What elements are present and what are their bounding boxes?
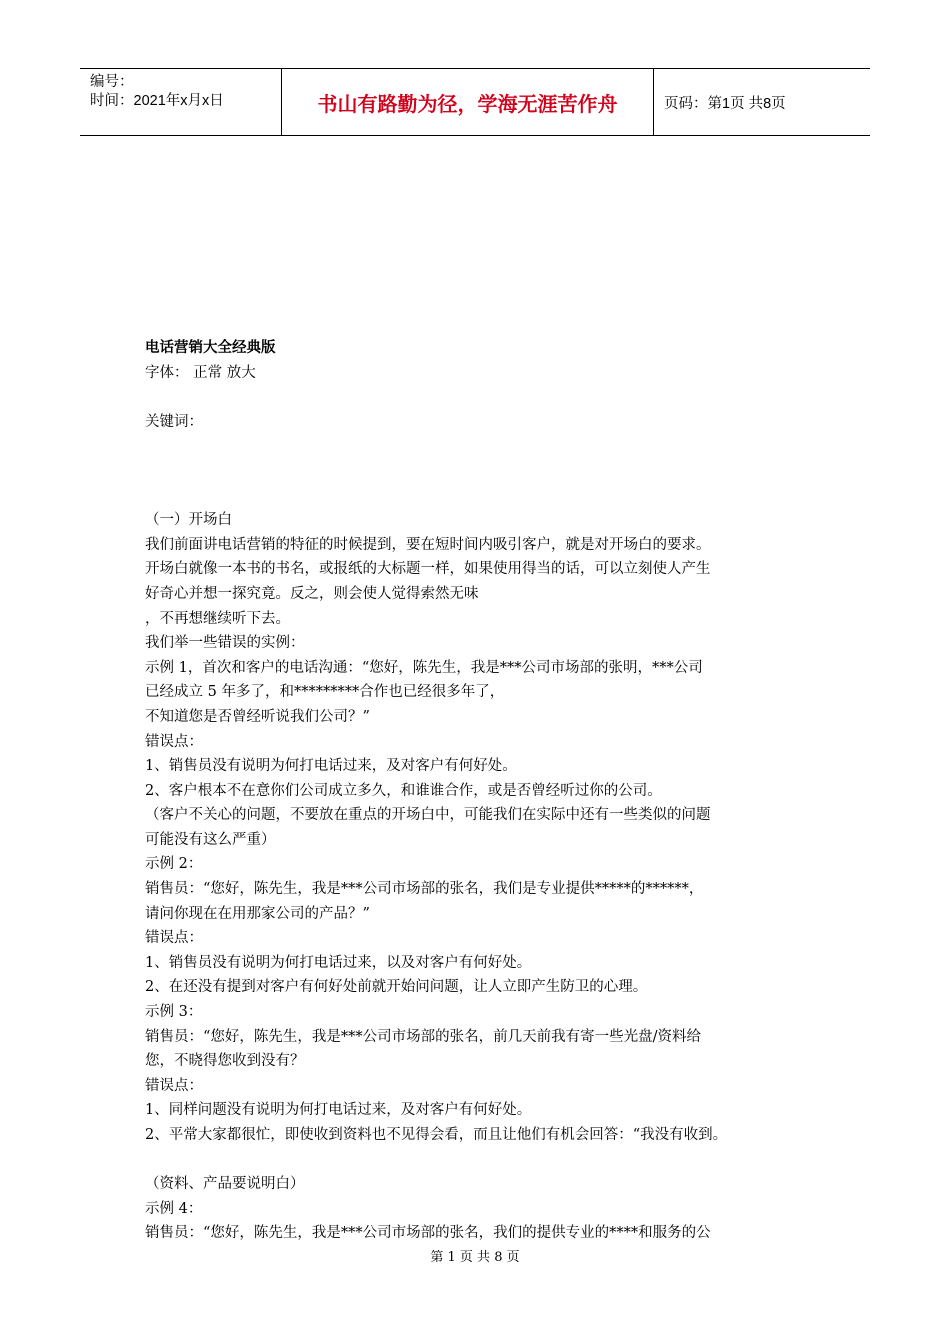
body-line: 我们举一些错误的实例： bbox=[145, 635, 305, 652]
body-line: 错误点： bbox=[145, 1077, 203, 1094]
body-line: 2、在还没有提到对客户有何好处前就开始问问题，让人立即产生防卫的心理。 bbox=[145, 979, 648, 996]
body-line: 示例 4： bbox=[145, 1200, 203, 1217]
body-line: 已经成立 5 年多了，和*********合作也已经很多年了， bbox=[145, 684, 505, 701]
body-line: ，不再想继续听下去。 bbox=[145, 610, 290, 627]
body-line: 2、平常大家都很忙，即使收到资料也不见得会看，而且让他们有机会回答：“我没有收到。 bbox=[145, 1127, 728, 1143]
blank-line bbox=[145, 385, 825, 410]
number-label: 编号： bbox=[90, 74, 134, 90]
body-line: 销售员：“您好，陈先生，我是***公司市场部的张名，我们是专业提供*****的******， bbox=[145, 881, 704, 898]
body-line: 示例 3： bbox=[145, 1004, 203, 1021]
body-line: 错误点： bbox=[145, 930, 203, 947]
body-line: 2、客户根本不在意你们公司成立多久，和谁谁合作，或是否曾经听过你的公司。 bbox=[145, 782, 662, 799]
body-line: 请问你现在在用那家公司的产品？” bbox=[145, 905, 370, 922]
body-line: 好奇心并想一探究竟。反之，则会使人觉得索然无味 bbox=[145, 585, 479, 602]
body-line: 1、销售员没有说明为何打电话过来，以及对客户有何好处。 bbox=[145, 954, 532, 971]
body-line: （一）开场白 bbox=[145, 512, 232, 529]
keywords-label: 关键词： bbox=[145, 413, 203, 430]
header-motto: 书山有路勤为径，学海无涯苦作舟 bbox=[282, 69, 654, 135]
body-line: 销售员：“您好，陈先生，我是***公司市场部的张名，我们的提供专业的****和服务的公 bbox=[145, 1225, 711, 1242]
body-line: 1、同样问题没有说明为何打电话过来，及对客户有何好处。 bbox=[145, 1102, 532, 1119]
body-line: 开场白就像一本书的书名，或报纸的大标题一样，如果使用得当的话，可以立刻使人产生 bbox=[145, 561, 711, 578]
body-line: （客户不关心的问题，不要放在重点的开场白中，可能我们在实际中还有一些类似的问题 bbox=[145, 807, 711, 824]
body-line: 不知道您是否曾经听说我们公司？” bbox=[145, 708, 370, 725]
body-line: 示例 2： bbox=[145, 856, 203, 873]
body-line: 销售员：“您好，陈先生，我是***公司市场部的张名，前几天前我有寄一些光盘/资料给 bbox=[145, 1028, 702, 1045]
body-line: 错误点： bbox=[145, 733, 203, 750]
body-line: （资料、产品要说明白） bbox=[145, 1176, 305, 1193]
body-line: 我们前面讲电话营销的特征的时候提到，要在短时间内吸引客户，就是对开场白的要求。 bbox=[145, 536, 711, 553]
header-page-label: 页码：第1页 共8页 bbox=[664, 95, 786, 112]
blank-line bbox=[145, 484, 825, 509]
page-footer: 第 1 页 共 8 页 bbox=[430, 1250, 520, 1265]
font-size-line: 字体： 正常 放大 bbox=[145, 364, 256, 381]
body-line: 可能没有这么严重） bbox=[145, 831, 276, 848]
body-line bbox=[145, 1148, 825, 1173]
header-meta bbox=[80, 69, 282, 135]
body-line: 1、销售员没有说明为何打电话过来，及对客户有何好处。 bbox=[145, 758, 517, 775]
blank-line bbox=[145, 459, 825, 484]
body-paragraphs bbox=[145, 508, 825, 1246]
time-label: 时间：2021年x月x日 bbox=[90, 93, 224, 109]
body-line: 您，不晓得您收到没有？ bbox=[145, 1053, 305, 1070]
document-title: 电话营销大全经典版 bbox=[145, 339, 276, 356]
body-line: 示例 1，首次和客户的电话沟通：“您好，陈先生，我是***公司市场部的张明，***公司 bbox=[145, 659, 703, 676]
document-body bbox=[145, 336, 825, 1246]
blank-line bbox=[145, 434, 825, 459]
page-header bbox=[80, 68, 870, 136]
